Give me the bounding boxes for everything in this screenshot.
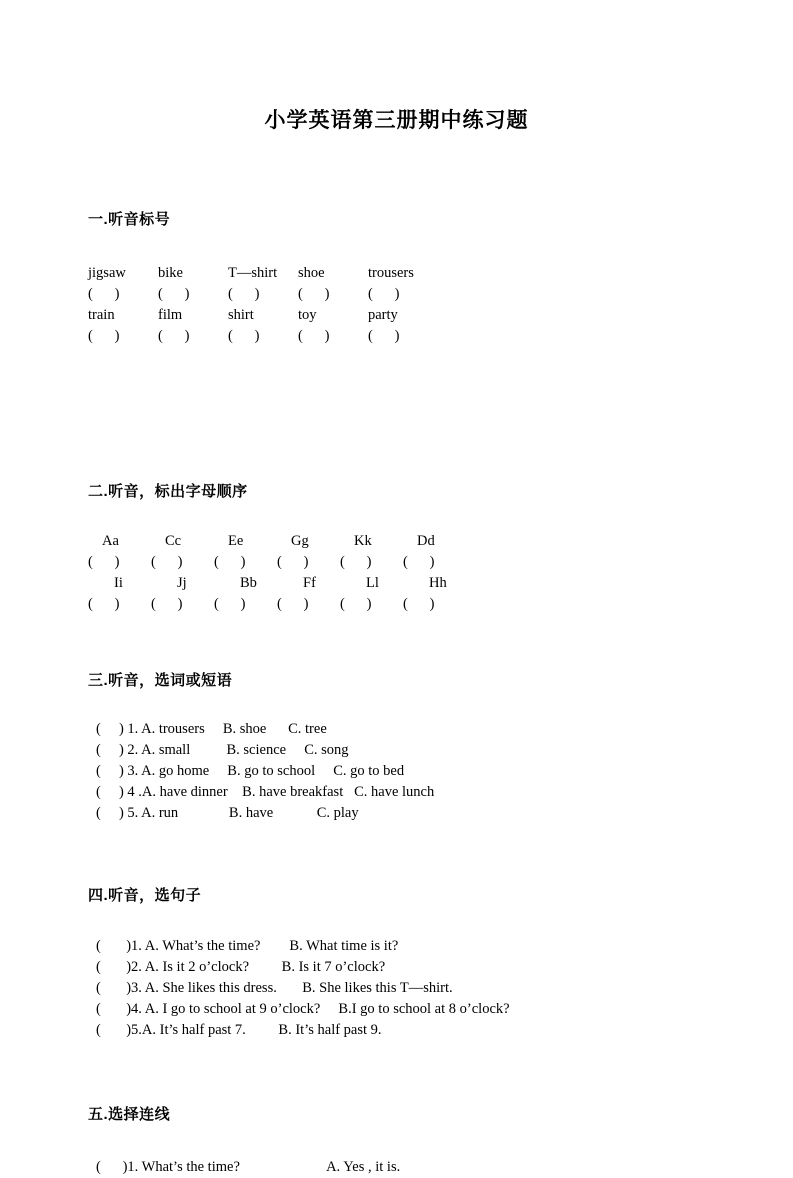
letter-cell: Ff xyxy=(303,575,316,591)
word-cell: shoe xyxy=(298,265,325,281)
question-item[interactable]: ( ) 4 .A. have dinner B. have breakfast C. have lunch xyxy=(96,784,435,800)
letter-cell: Ee xyxy=(228,533,244,549)
word-row xyxy=(88,263,705,284)
question-item[interactable]: ( )1. What’s the time? A. Yes , it is. xyxy=(96,1159,401,1175)
answer-blank-row xyxy=(88,594,705,615)
section-heading-1: 一.听音标号 xyxy=(88,211,171,228)
answer-blank[interactable]: ( ) xyxy=(151,554,183,570)
answer-blank[interactable]: ( ) xyxy=(298,328,330,344)
question-item[interactable]: ( ) 1. A. trousers B. shoe C. tree xyxy=(96,721,327,737)
answer-blank-row xyxy=(88,284,705,305)
answer-blank[interactable]: ( ) xyxy=(88,286,120,302)
word-cell: film xyxy=(158,307,183,323)
question-item[interactable]: ( )2. A. Is it 2 o’clock? B. Is it 7 o’clock? xyxy=(96,959,386,975)
word-cell: T—shirt xyxy=(228,265,278,281)
page-title: 小学英语第三册期中练习题 xyxy=(264,109,529,132)
letter-cell: Cc xyxy=(165,533,182,549)
answer-blank[interactable]: ( ) xyxy=(214,554,246,570)
answer-blank[interactable]: ( ) xyxy=(158,286,190,302)
answer-blank[interactable]: ( ) xyxy=(88,596,120,612)
letter-cell: Hh xyxy=(429,575,447,591)
section-heading-3: 三.听音，选词或短语 xyxy=(88,672,233,689)
section-2-content xyxy=(88,501,705,615)
word-cell: jigsaw xyxy=(88,265,126,281)
word-cell: bike xyxy=(158,265,183,281)
letter-cell: Gg xyxy=(291,533,309,549)
section-4-content xyxy=(88,905,705,1041)
answer-blank[interactable]: ( ) xyxy=(403,554,435,570)
word-cell: train xyxy=(88,307,115,323)
section-heading-2: 二.听音，标出字母顺序 xyxy=(88,483,248,500)
question-item[interactable]: ( )1. A. What’s the time? B. What time is it? xyxy=(96,938,399,954)
answer-blank[interactable]: ( ) xyxy=(277,554,309,570)
answer-blank[interactable]: ( ) xyxy=(228,286,260,302)
answer-blank[interactable]: ( ) xyxy=(214,596,246,612)
section-5-content xyxy=(88,1124,705,1178)
word-cell: trousers xyxy=(368,265,414,281)
word-cell: toy xyxy=(298,307,317,323)
question-item[interactable]: ( )3. A. She likes this dress. B. She likes this T—shirt. xyxy=(96,980,453,996)
answer-blank[interactable]: ( ) xyxy=(228,328,260,344)
section-1-content xyxy=(88,229,705,347)
letter-cell: Jj xyxy=(177,575,187,591)
question-item[interactable]: ( )4. A. I go to school at 9 o’clock? B.I go to school at 8 o’clock? xyxy=(96,1001,510,1017)
question-item[interactable]: ( ) 3. A. go home B. go to school C. go to bed xyxy=(96,763,405,779)
answer-blank[interactable]: ( ) xyxy=(277,596,309,612)
section-heading-5: 五.选择连线 xyxy=(88,1106,171,1123)
answer-blank[interactable]: ( ) xyxy=(88,554,120,570)
answer-blank[interactable]: ( ) xyxy=(88,328,120,344)
answer-blank[interactable]: ( ) xyxy=(340,554,372,570)
word-cell: shirt xyxy=(228,307,254,323)
letter-cell: Ii xyxy=(114,575,123,591)
answer-blank[interactable]: ( ) xyxy=(340,596,372,612)
word-cell: party xyxy=(368,307,398,323)
letter-cell: Kk xyxy=(354,533,372,549)
answer-blank-row xyxy=(88,552,705,573)
answer-blank[interactable]: ( ) xyxy=(368,286,400,302)
word-row xyxy=(88,305,705,326)
letter-row xyxy=(88,531,705,552)
question-item[interactable]: ( ) 5. A. run B. have C. play xyxy=(96,805,359,821)
letter-cell: Bb xyxy=(240,575,257,591)
answer-blank[interactable]: ( ) xyxy=(158,328,190,344)
question-item[interactable]: ( ) 2. A. small B. science C. song xyxy=(96,742,349,758)
question-item[interactable]: ( )5.A. It’s half past 7. B. It’s half past 9. xyxy=(96,1022,382,1038)
letter-cell: Aa xyxy=(102,533,119,549)
letter-cell: Dd xyxy=(417,533,435,549)
answer-blank[interactable]: ( ) xyxy=(298,286,330,302)
section-heading-4: 四.听音，选句子 xyxy=(88,887,202,904)
letter-cell: Ll xyxy=(366,575,379,591)
answer-blank[interactable]: ( ) xyxy=(368,328,400,344)
answer-blank-row xyxy=(88,326,705,347)
section-3-content xyxy=(88,690,705,824)
letter-row xyxy=(88,573,705,594)
answer-blank[interactable]: ( ) xyxy=(151,596,183,612)
answer-blank[interactable]: ( ) xyxy=(403,596,435,612)
